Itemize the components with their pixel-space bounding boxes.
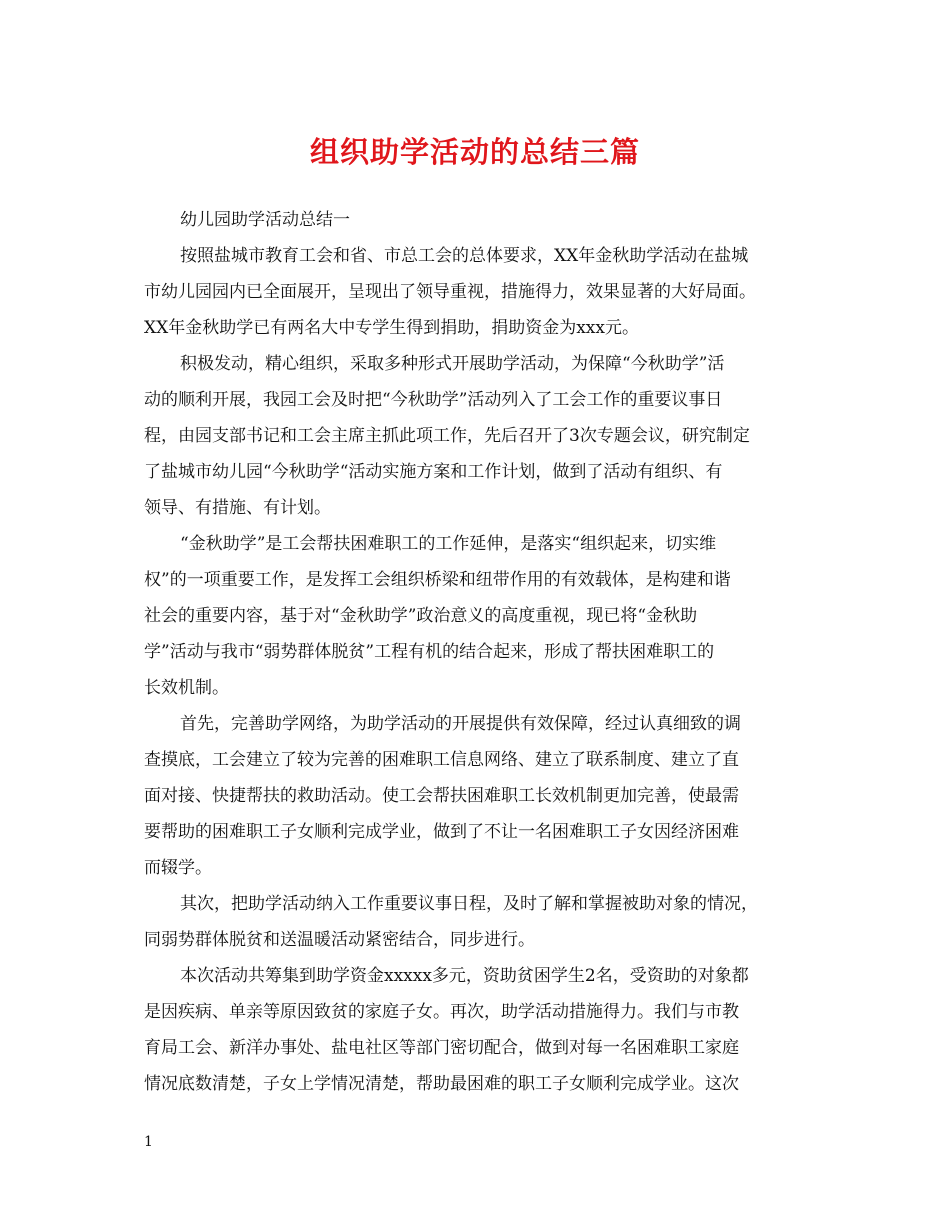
paragraph-line: XX年金秋助学已有两名大中专学生得到捐助，捐助资金为xxx元。 [144,318,639,338]
paragraph-line: 市幼儿园园内已全面展开，呈现出了领导重视，措施得力，效果显著的大好局面。 [144,282,756,302]
paragraph-line: 学”活动与我市“弱势群体脱贫”工程有机的结合起来，形成了帮扶困难职工的 [144,642,715,662]
paragraph-line: 查摸底，工会建立了较为完善的困难职工信息网络、建立了联系制度、建立了直 [144,750,739,770]
paragraph-line: 本次活动共筹集到助学资金xxxxx多元，资助贫困学生2名，受资助的对象都 [180,966,749,986]
paragraph-line: 按照盐城市教育工会和省、市总工会的总体要求，XX年金秋助学活动在盐城 [180,246,749,266]
paragraph-line: 社会的重要内容，基于对“金秋助学”政治意义的高度重视，现已将“金秋助 [144,606,698,626]
paragraph-line: 面对接、快捷帮扶的救助活动。使工会帮扶困难职工长效机制更加完善，使最需 [144,786,739,806]
paragraph-line: 动的顺利开展，我园工会及时把“今秋助学”活动列入了工会工作的重要议事日 [144,390,723,410]
page-number: 1 [144,1134,153,1150]
document-body [144,202,804,1102]
paragraph-line: 而辍学。 [144,858,212,878]
paragraph-line: 权”的一项重要工作，是发挥工会组织桥梁和纽带作用的有效载体，是构建和谐 [144,570,731,590]
section-heading: 幼儿园助学活动总结一 [180,210,350,230]
paragraph-line: 要帮助的困难职工子女顺利完成学业，做到了不让一名困难职工子女因经济困难 [144,822,739,842]
paragraph-line: 领导、有措施、有计划。 [144,498,331,518]
paragraph-line: 了盐城市幼儿园“今秋助学“活动实施方案和工作计划，做到了活动有组织、有 [144,462,723,482]
paragraph-line: 育局工会、新洋办事处、盐电社区等部门密切配合，做到对每一名困难职工家庭 [144,1038,739,1058]
paragraph-line: 程，由园支部书记和工会主席主抓此项工作，先后召开了3次专题会议，研究制定 [144,426,750,446]
paragraph-line: 其次，把助学活动纳入工作重要议事日程，及时了解和掌握被助对象的情况， [180,894,758,914]
document-title: 组织助学活动的总结三篇 [309,135,640,169]
paragraph-line: 长效机制。 [144,678,229,698]
paragraph-line: 积极发动，精心组织，采取多种形式开展助学活动，为保障“今秋助学”活 [180,354,725,374]
paragraph-line: 情况底数清楚，子女上学情况清楚，帮助最困难的职工子女顺利完成学业。这次 [144,1074,739,1094]
paragraph-line: 是因疾病、单亲等原因致贫的家庭子女。再次，助学活动措施得力。我们与市教 [144,1002,739,1022]
paragraph-line: 同弱势群体脱贫和送温暖活动紧密结合，同步进行。 [144,930,535,950]
paragraph-line: “金秋助学”是工会帮扶困难职工的工作延伸，是落实“组织起来，切实维 [180,534,717,554]
paragraph-line: 首先，完善助学网络，为助学活动的开展提供有效保障，经过认真细致的调 [180,714,741,734]
